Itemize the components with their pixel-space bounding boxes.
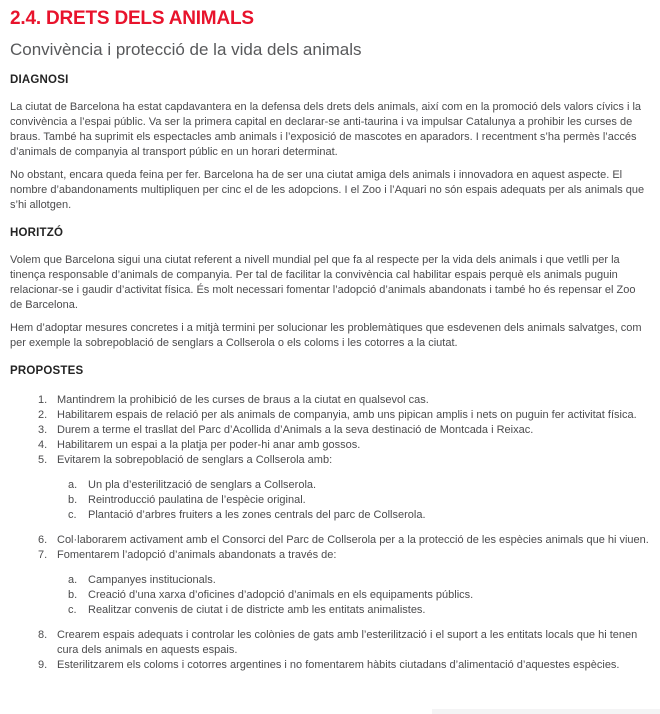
sublist-item	[68, 508, 650, 523]
sublist-item-marker: a.	[68, 479, 78, 491]
list-item	[38, 548, 650, 563]
list-item-marker: 4.	[38, 439, 48, 451]
sublist-item-marker: c.	[68, 604, 77, 616]
list-item-text: Habilitarem un espai a la platja per poder-hi anar amb gossos.	[57, 439, 361, 451]
list-item-text: Esterilitzarem els coloms i cotorres argentines i no fomentarem hàbits ciutadans d’alimentació d’aquestes espècies.	[57, 659, 620, 671]
sublist-item-marker: a.	[68, 574, 78, 586]
sublist-item-text: Un pla d’esterilització de senglars a Collserola.	[88, 479, 317, 491]
list-item-text: Durem a terme el trasllat del Parc d’Acollida d’Animals a la seva destinació de Montcada i Reixac.	[57, 424, 534, 436]
list-item-marker: 2.	[38, 409, 48, 421]
list-item-text: Fomentarem l’adopció d’animals abandonats a través de:	[57, 549, 337, 561]
sublist-item	[68, 603, 650, 618]
horitzo-paragraph-2: Hem d’adoptar mesures concretes i a mitjà termini per solucionar les problemàtiques que esdevenen dels animals salvatges, com per exemple la sobrepoblació de senglars a Collserola o els coloms i les cotorres a la ciutat.	[10, 322, 642, 349]
section-heading-horitzo: HORITZÓ	[10, 227, 64, 239]
list-item-marker: 9.	[38, 659, 48, 671]
sublist-item	[68, 493, 650, 508]
horitzo-paragraph-1: Volem que Barcelona sigui una ciutat referent a nivell mundial pel que fa al respecte per la vida dels animals i que vetlli per la tinença responsable d’animals de companyia. Per tal de facilitar la convivència cal habilitar espais perquè els animals puguin relacionar-se i gaudir d’activitat física. És molt necessari fomentar l’adopció d’animals abandonats i també ho és repensar el Zoo de Barcelona.	[10, 254, 636, 311]
sublist-item-text: Creació d’una xarxa d’oficines d’adopció d’animals en els equipaments públics.	[88, 589, 474, 601]
list-item	[38, 628, 650, 658]
list-item-marker: 7.	[38, 549, 48, 561]
sublist-item	[68, 588, 650, 603]
list-item-marker: 5.	[38, 454, 48, 466]
list-item	[38, 658, 650, 673]
diagnosi-paragraph-2: No obstant, encara queda feina per fer. Barcelona ha de ser una ciutat amiga dels animals i innovadora en aquest aspecte. El nombre d’abandonaments multipliquen per cinc el de les adopcions. I el Zoo i l’Aquari no són espais adequats per als animals que s’hi allotgen.	[10, 169, 645, 211]
diagnosi-paragraph-1: La ciutat de Barcelona ha estat capdavantera en la defensa dels drets dels animals, així com en la promoció dels valors cívics i la convivència a l’espai públic. Va ser la primera capital en declarar-se anti-taurina i va impulsar Catalunya a prohibir les curses de braus. També ha suprimit els espectacles amb animals i l’exposició de mascotes en aparadors. I recentment s’ha permès l’accés d’animals de companyia al transport públic en un horari determinat.	[10, 101, 642, 158]
sublist-item	[68, 573, 650, 588]
sublist-item-text: Reintroducció paulatina de l’espècie original.	[88, 494, 306, 506]
list-item	[38, 408, 650, 423]
list-item-marker: 1.	[38, 394, 48, 406]
proposals-list	[38, 393, 650, 673]
list-item-text: Col·laborarem activament amb el Consorci del Parc de Collserola per a la protecció de les espècies animals que hi viuen.	[57, 534, 649, 546]
page-subtitle: Convivència i protecció de la vida dels animals	[10, 40, 362, 59]
sublist-item-marker: b.	[68, 494, 78, 506]
section-heading-propostes: PROPOSTES	[10, 365, 84, 377]
list-item-text: Evitarem la sobrepoblació de senglars a Collserola amb:	[57, 454, 333, 466]
list-item	[38, 438, 650, 453]
sublist-item-text: Realitzar convenis de ciutat i de districte amb les entitats animalistes.	[88, 604, 426, 616]
sublist-item-text: Plantació d’arbres fruiters a les zones centrals del parc de Collserola.	[88, 509, 426, 521]
sublist-item-5	[68, 478, 650, 523]
list-item-text: Habilitarem espais de relació per als animals de companyia, amb uns pipican amplis i nets on puguin fer activitat física.	[57, 409, 637, 421]
sublist-item-text: Campanyes institucionals.	[88, 574, 216, 586]
list-item	[38, 533, 650, 548]
page-title: 2.4. DRETS DELS ANIMALS	[10, 8, 254, 29]
list-item	[38, 393, 650, 408]
list-item-marker: 6.	[38, 534, 48, 546]
list-item	[38, 423, 650, 438]
sublist-item-7	[68, 573, 650, 618]
list-item-text: Mantindrem la prohibició de les curses de braus a la ciutat en qualsevol cas.	[57, 394, 429, 406]
section-heading-diagnosi: DIAGNOSI	[10, 74, 69, 86]
list-item-text: Crearem espais adequats i controlar les colònies de gats amb l’esterilització i el suport a les entitats locals que hi tenen cura dels animals en aquests espais.	[57, 629, 638, 656]
sublist-item-marker: c.	[68, 509, 77, 521]
page-bottom-strip	[432, 709, 660, 714]
sublist-item-marker: b.	[68, 589, 78, 601]
list-item	[38, 453, 650, 468]
sublist-item	[68, 478, 650, 493]
list-item-marker: 3.	[38, 424, 48, 436]
list-item-marker: 8.	[38, 629, 48, 641]
